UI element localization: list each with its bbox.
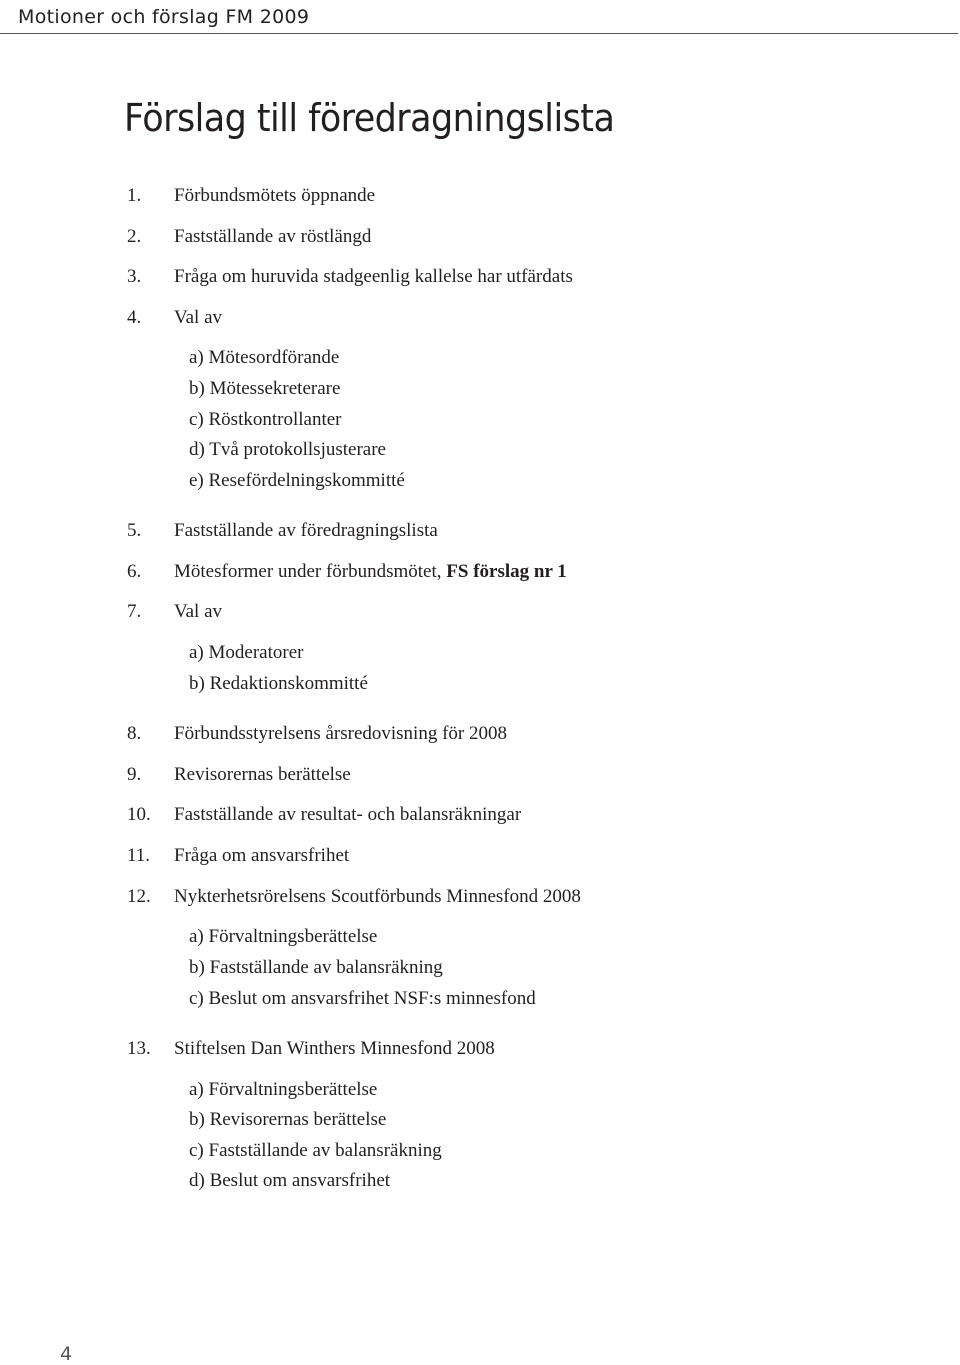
item-text: Val av [174,307,223,328]
item-number: 5. [127,520,142,541]
proposal-reference: FS förslag nr 1 [446,561,567,582]
item-number: 10. [127,804,151,825]
item-text: Nykterhetsrörelsens Scoutförbunds Minnesfond 2008 [174,886,581,907]
subitem-text: b) Revisorernas berättelse [189,1109,387,1130]
subitem-text: a) Mötesordförande [189,347,340,368]
item-number: 8. [127,723,142,744]
item-text-plain: Mötesformer under förbundsmötet, [174,561,442,582]
subitem-text: a) Förvaltningsberättelse [189,1079,378,1100]
item-text: Revisorernas berättelse [174,764,351,785]
item-number: 9. [127,764,142,785]
item-text: Fastställande av resultat- och balansräkningar [174,804,522,825]
subitem-text: b) Redaktionskommitté [189,673,368,694]
item-number: 2. [127,226,142,247]
item-text: Stiftelsen Dan Winthers Minnesfond 2008 [174,1038,495,1059]
item-number: 13. [127,1038,151,1059]
subitem-text: b) Mötessekreterare [189,378,341,399]
item-text: Fastställande av röstlängd [174,226,372,247]
item-number: 4. [127,307,142,328]
item-text: Fråga om ansvarsfrihet [174,845,350,866]
item-number: 6. [127,561,142,582]
item-number: 3. [127,266,142,287]
subitem-text: d) Beslut om ansvarsfrihet [189,1170,391,1191]
subitem-text: c) Beslut om ansvarsfrihet NSF:s minnesfond [189,988,536,1009]
subitem-text: b) Fastställande av balansräkning [189,957,443,978]
subitem-text: e) Resefördelningskommitté [189,470,405,491]
item-text: Förbundsmötets öppnande [174,185,376,206]
page-title: Förslag till föredragningslista [124,96,615,140]
running-header: Motioner och förslag FM 2009 [18,6,310,28]
item-number: 1. [127,185,142,206]
item-number: 12. [127,886,151,907]
item-text: Val av [174,601,223,622]
item-text: Fastställande av föredragningslista [174,520,438,541]
item-text: Förbundsstyrelsens årsredovisning för 2008 [174,723,507,744]
item-text: Fråga om huruvida stadgeenlig kallelse har utfärdats [174,266,573,287]
subitem-text: c) Fastställande av balansräkning [189,1140,442,1161]
subitem-text: c) Röstkontrollanter [189,409,342,430]
subitem-text: d) Två protokollsjusterare [189,439,386,460]
subitem-text: a) Förvaltningsberättelse [189,926,378,947]
item-text [174,561,567,583]
page-number: 4 [60,1343,73,1365]
subitem-text: a) Moderatorer [189,642,304,663]
item-number: 7. [127,601,142,622]
item-number: 11. [127,845,151,866]
